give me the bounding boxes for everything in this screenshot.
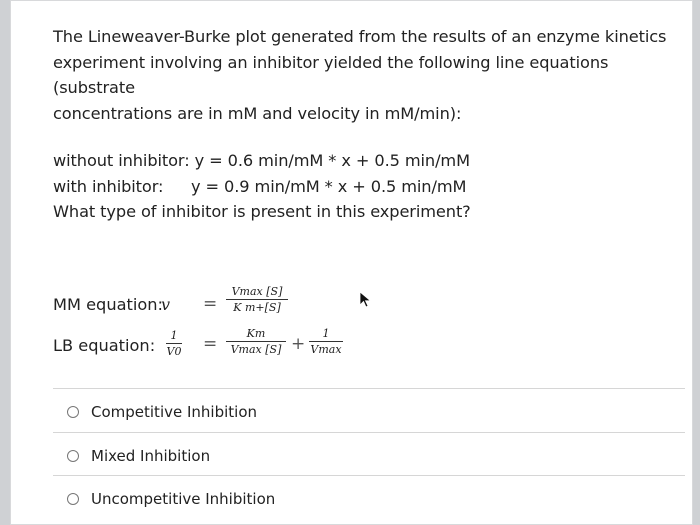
question-line: The Lineweaver-Burke plot generated from the results of an enzyme kinetics xyxy=(53,27,667,46)
lb-plus: + xyxy=(291,334,306,354)
radio-button-icon[interactable] xyxy=(67,493,79,505)
mm-numerator: Vmax [S] xyxy=(231,285,283,298)
lb-lhs-denominator: V0 xyxy=(166,345,182,358)
without-inhibitor-equation: y = 0.6 min/mM * x + 0.5 min/mM xyxy=(194,151,470,170)
option-label: Uncompetitive Inhibition xyxy=(91,490,276,508)
lb-term2-numerator: 1 xyxy=(322,327,330,340)
without-inhibitor-label: without inhibitor: xyxy=(53,151,190,170)
mm-denominator: K m+[S] xyxy=(233,301,281,314)
lb-equation-label: LB equation: xyxy=(53,336,156,355)
option-label: Competitive Inhibition xyxy=(91,403,258,421)
question-line: experiment involving an inhibitor yielded the following line equations (substrate xyxy=(53,52,609,97)
option-label: Mixed Inhibition xyxy=(91,447,211,465)
with-inhibitor-label: with inhibitor: xyxy=(53,176,164,196)
divider xyxy=(53,475,685,476)
question-text xyxy=(53,24,683,126)
mm-lhs: v xyxy=(161,295,171,314)
radio-button-icon[interactable] xyxy=(67,406,79,418)
question-prompt: What type of inhibitor is present in this experiment? xyxy=(53,202,471,221)
fraction-bar xyxy=(226,299,288,300)
mm-fraction xyxy=(226,285,288,314)
question-card xyxy=(10,0,693,525)
option-competitive[interactable] xyxy=(67,403,257,421)
mouse-pointer-icon xyxy=(359,291,373,309)
option-uncompetitive[interactable] xyxy=(67,490,275,508)
lb-term1-denominator: Vmax [S] xyxy=(230,343,282,356)
equations-block xyxy=(53,148,683,225)
divider xyxy=(53,388,685,389)
question-line: concentrations are in mM and velocity in mM/min): xyxy=(53,103,462,123)
lb-term1-fraction xyxy=(226,327,286,356)
fraction-bar xyxy=(226,341,286,342)
fraction-bar xyxy=(309,341,343,342)
lb-lhs-fraction xyxy=(166,329,182,358)
without-inhibitor-row xyxy=(53,148,683,174)
lb-lhs-numerator: 1 xyxy=(170,329,178,342)
with-inhibitor-row xyxy=(53,174,683,200)
lb-term2-denominator: Vmax xyxy=(310,343,342,356)
mm-equation-label: MM equation: xyxy=(53,295,163,314)
radio-button-icon[interactable] xyxy=(67,450,79,462)
fraction-bar xyxy=(166,343,182,344)
lb-equals: = xyxy=(203,334,218,354)
lb-term2-fraction xyxy=(309,327,343,356)
lb-term1-numerator: Km xyxy=(246,327,266,340)
divider xyxy=(53,432,685,433)
with-inhibitor-equation: y = 0.9 min/mM * x + 0.5 min/mM xyxy=(191,176,467,196)
option-mixed[interactable] xyxy=(67,447,210,465)
mm-equals: = xyxy=(203,294,218,314)
